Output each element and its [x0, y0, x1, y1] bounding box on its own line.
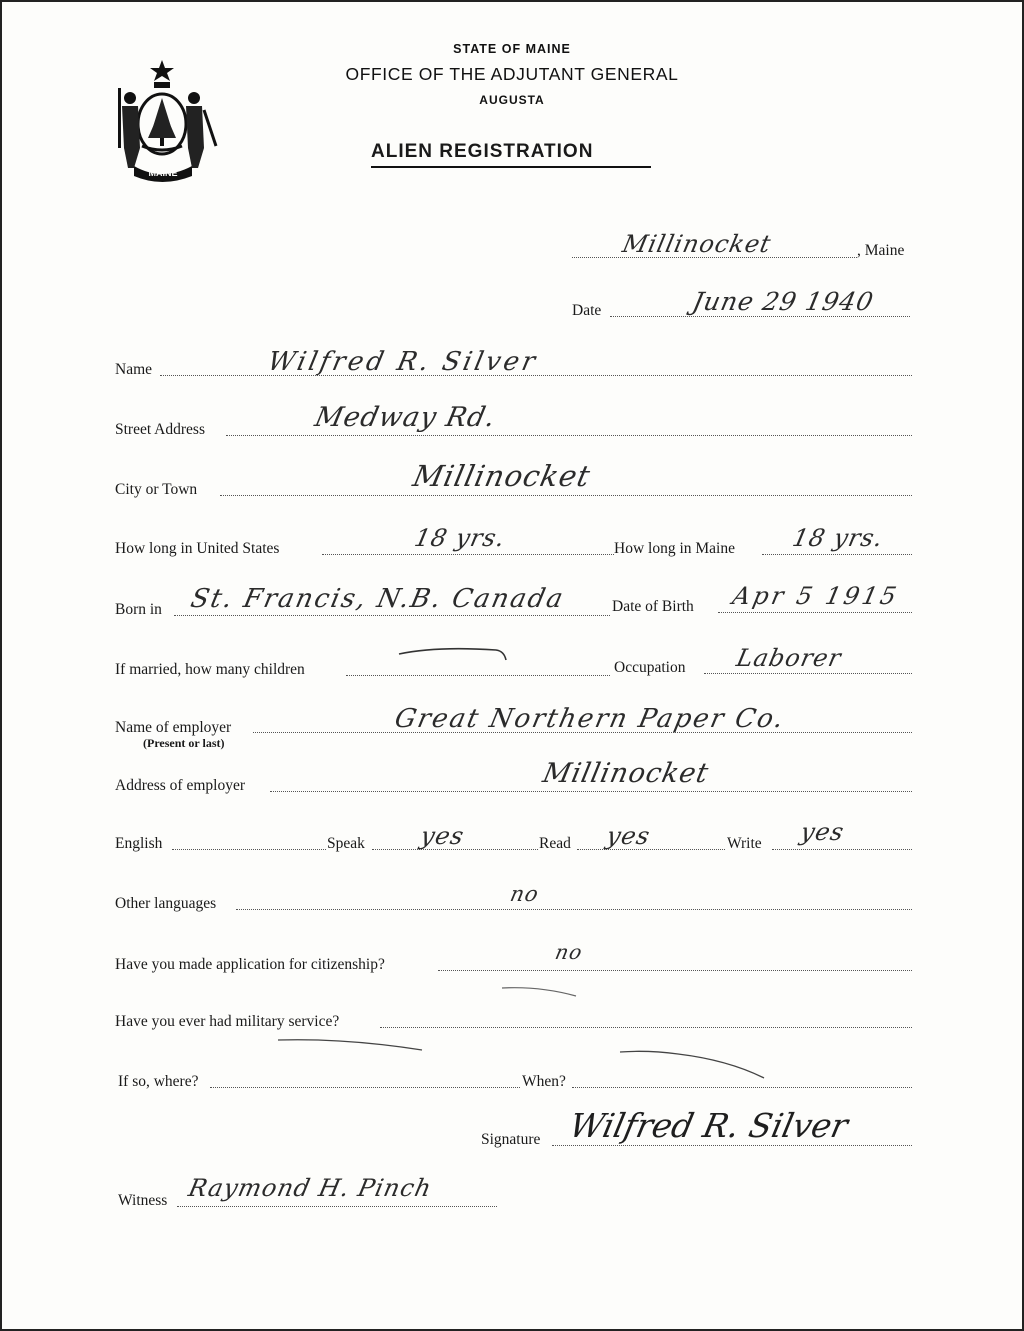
city-heading: AUGUSTA — [479, 93, 545, 107]
speak-value: yes — [418, 822, 468, 850]
employer-address-line — [270, 791, 912, 792]
children-line — [346, 675, 610, 676]
when-dash-mark — [618, 1048, 768, 1082]
write-label: Write — [727, 835, 762, 852]
city-or-town-line — [220, 495, 912, 496]
occupation-line — [704, 673, 912, 674]
other-languages-label: Other languages — [115, 895, 217, 912]
street-address-label: Street Address — [115, 421, 205, 438]
witness-value: Raymond H. Pinch — [186, 1174, 435, 1202]
date-line — [610, 316, 910, 317]
read-label: Read — [539, 835, 571, 852]
where-line — [210, 1087, 520, 1088]
how-long-maine-label: How long in Maine — [614, 540, 735, 557]
date-of-birth-value: Apr 5 1915 — [730, 582, 902, 610]
speak-label: Speak — [327, 835, 365, 852]
signature-line — [552, 1145, 912, 1146]
employer-name-sublabel: (Present or last) — [143, 736, 225, 750]
street-address-line — [226, 435, 912, 436]
occupation-label: Occupation — [614, 659, 686, 676]
military-line — [380, 1027, 912, 1028]
employer-address-label: Address of employer — [115, 777, 245, 794]
read-value: yes — [604, 822, 654, 850]
employer-name-value: Great Northern Paper Co. — [392, 704, 788, 734]
state-heading: STATE OF MAINE — [453, 42, 571, 56]
how-long-us-value: 18 yrs. — [412, 524, 509, 552]
city-or-town-label: City or Town — [115, 481, 198, 498]
how-long-us-label: How long in United States — [115, 540, 280, 557]
title-underline — [371, 166, 651, 168]
when-line — [572, 1087, 912, 1088]
children-dash-mark — [396, 642, 516, 664]
street-address-value: Medway Rd. — [312, 402, 499, 433]
date-of-birth-line — [718, 612, 912, 613]
write-line — [772, 849, 912, 850]
place-value: Millinocket — [620, 230, 774, 258]
name-label: Name — [115, 361, 153, 378]
where-label: If so, where? — [118, 1073, 199, 1090]
name-value: Wilfred R. Silver — [265, 347, 541, 377]
maine-state-seal-icon — [112, 58, 224, 186]
how-long-maine-value: 18 yrs. — [790, 524, 887, 552]
when-label: When? — [522, 1073, 566, 1090]
born-in-label: Born in — [115, 601, 162, 618]
write-value: yes — [798, 818, 848, 846]
signature-value: Wilfred R. Silver — [566, 1106, 852, 1145]
signature-label: Signature — [481, 1131, 541, 1148]
born-in-line — [174, 615, 610, 616]
other-languages-line — [236, 909, 912, 910]
citizenship-line — [438, 970, 912, 971]
citizenship-stray-mark — [500, 984, 580, 1000]
english-line — [172, 849, 326, 850]
seal-banner-text: MAINE — [148, 168, 178, 178]
how-long-us-line — [322, 554, 614, 555]
english-label: English — [115, 835, 163, 852]
office-heading: OFFICE OF THE ADJUTANT GENERAL — [345, 64, 679, 84]
children-label: If married, how many children — [115, 661, 305, 678]
citizenship-label: Have you made application for citizenship? — [115, 956, 385, 973]
other-languages-value: no — [508, 882, 542, 906]
date-label: Date — [572, 302, 602, 319]
witness-line — [177, 1206, 497, 1207]
city-or-town-value: Millinocket — [410, 459, 594, 493]
how-long-maine-line — [762, 554, 912, 555]
read-line — [577, 849, 725, 850]
employer-address-value: Millinocket — [540, 758, 712, 789]
form-title: ALIEN REGISTRATION — [371, 141, 594, 162]
born-in-value: St. Francis, N.B. Canada — [188, 584, 568, 614]
date-of-birth-label: Date of Birth — [612, 598, 694, 615]
witness-label: Witness — [118, 1192, 168, 1209]
employer-name-label: Name of employer — [115, 719, 232, 736]
date-value: June 29 1940 — [690, 287, 877, 316]
military-dash-mark — [276, 1034, 426, 1054]
military-label: Have you ever had military service? — [115, 1013, 340, 1030]
citizenship-value: no — [553, 940, 586, 964]
place-suffix: , Maine — [857, 242, 905, 259]
occupation-value: Laborer — [734, 644, 845, 672]
